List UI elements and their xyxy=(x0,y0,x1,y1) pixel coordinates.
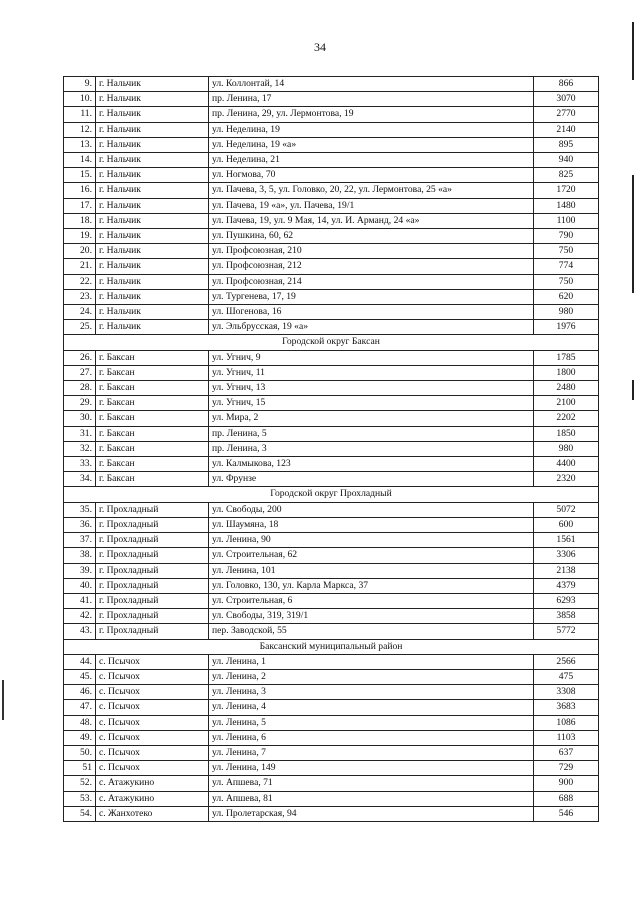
settlement-cell: с. Псычох xyxy=(96,654,209,669)
settlement-cell: г. Нальчик xyxy=(96,259,209,274)
address-cell: ул. Головко, 130, ул. Карла Маркса, 37 xyxy=(209,578,534,593)
table-row xyxy=(64,350,599,365)
table-row xyxy=(64,533,599,548)
value-cell: 866 xyxy=(534,77,599,92)
settlement-cell: г. Нальчик xyxy=(96,168,209,183)
table-row xyxy=(64,381,599,396)
value-cell: 2100 xyxy=(534,396,599,411)
value-cell: 729 xyxy=(534,761,599,776)
address-cell: ул. Угнич, 13 xyxy=(209,381,534,396)
row-number: 38. xyxy=(64,548,96,563)
settlement-cell: г. Прохладный xyxy=(96,578,209,593)
settlement-cell: г. Баксан xyxy=(96,381,209,396)
table-row xyxy=(64,183,599,198)
settlement-cell: г. Прохладный xyxy=(96,533,209,548)
settlement-cell: с. Атажукино xyxy=(96,791,209,806)
settlement-cell: г. Баксан xyxy=(96,426,209,441)
address-cell: пр. Ленина, 29, ул. Лермонтова, 19 xyxy=(209,107,534,122)
row-number: 43. xyxy=(64,624,96,639)
row-number: 47. xyxy=(64,700,96,715)
row-number: 9. xyxy=(64,77,96,92)
table-row xyxy=(64,441,599,456)
address-cell: ул. Свободы, 200 xyxy=(209,502,534,517)
table-row xyxy=(64,517,599,532)
settlement-cell: г. Прохладный xyxy=(96,593,209,608)
settlement-cell: г. Баксан xyxy=(96,472,209,487)
value-cell: 4400 xyxy=(534,457,599,472)
address-cell: ул. Угнич, 9 xyxy=(209,350,534,365)
row-number: 15. xyxy=(64,168,96,183)
settlement-cell: г. Нальчик xyxy=(96,229,209,244)
value-cell: 475 xyxy=(534,669,599,684)
value-cell: 825 xyxy=(534,168,599,183)
settlement-cell: г. Нальчик xyxy=(96,107,209,122)
address-cell: ул. Эльбрусская, 19 «а» xyxy=(209,320,534,335)
address-cell: ул. Ногмова, 70 xyxy=(209,168,534,183)
value-cell: 2770 xyxy=(534,107,599,122)
address-cell: ул. Ленина, 3 xyxy=(209,685,534,700)
row-number: 34. xyxy=(64,472,96,487)
settlement-cell: г. Баксан xyxy=(96,441,209,456)
table-row xyxy=(64,77,599,92)
address-cell: ул. Строительная, 6 xyxy=(209,593,534,608)
row-number: 33. xyxy=(64,457,96,472)
section-title: Городской округ Баксан xyxy=(64,335,599,350)
section-title: Баксанский муниципальный район xyxy=(64,639,599,654)
value-cell: 1720 xyxy=(534,183,599,198)
row-number: 24. xyxy=(64,305,96,320)
section-title: Городской округ Прохладный xyxy=(64,487,599,502)
address-cell: ул. Апшева, 71 xyxy=(209,776,534,791)
value-cell: 1800 xyxy=(534,365,599,380)
settlement-cell: г. Нальчик xyxy=(96,244,209,259)
settlement-cell: г. Нальчик xyxy=(96,305,209,320)
table-row xyxy=(64,107,599,122)
scan-edge-mark-lower xyxy=(632,380,634,400)
row-number: 23. xyxy=(64,289,96,304)
settlement-cell: с. Псычох xyxy=(96,700,209,715)
table-row xyxy=(64,259,599,274)
row-number: 45. xyxy=(64,669,96,684)
table-row xyxy=(64,411,599,426)
table-row xyxy=(64,609,599,624)
address-cell: пр. Ленина, 3 xyxy=(209,441,534,456)
row-number: 50. xyxy=(64,745,96,760)
section-header-row xyxy=(64,639,599,654)
row-number: 41. xyxy=(64,593,96,608)
value-cell: 3858 xyxy=(534,609,599,624)
settlement-cell: г. Баксан xyxy=(96,350,209,365)
address-cell: пр. Ленина, 5 xyxy=(209,426,534,441)
scan-edge-mark-top xyxy=(632,22,634,80)
row-number: 37. xyxy=(64,533,96,548)
table-row xyxy=(64,578,599,593)
row-number: 31. xyxy=(64,426,96,441)
table-row xyxy=(64,761,599,776)
settlement-cell: с. Псычох xyxy=(96,715,209,730)
row-number: 13. xyxy=(64,137,96,152)
address-cell: ул. Фрунзе xyxy=(209,472,534,487)
address-cell: ул. Тургенева, 17, 19 xyxy=(209,289,534,304)
value-cell: 3306 xyxy=(534,548,599,563)
address-cell: ул. Пачева, 19, ул. 9 Мая, 14, ул. И. Арманд, 24 «а» xyxy=(209,213,534,228)
registry-table-body xyxy=(64,77,599,822)
row-number: 18. xyxy=(64,213,96,228)
row-number: 27. xyxy=(64,365,96,380)
value-cell: 2480 xyxy=(534,381,599,396)
address-cell: ул. Ленина, 2 xyxy=(209,669,534,684)
value-cell: 1086 xyxy=(534,715,599,730)
settlement-cell: г. Прохладный xyxy=(96,563,209,578)
address-cell: ул. Калмыкова, 123 xyxy=(209,457,534,472)
row-number: 49. xyxy=(64,730,96,745)
settlement-cell: г. Нальчик xyxy=(96,137,209,152)
address-cell: ул. Пачева, 19 «а», ул. Пачева, 19/1 xyxy=(209,198,534,213)
table-row xyxy=(64,654,599,669)
table-row xyxy=(64,320,599,335)
table-row xyxy=(64,700,599,715)
address-cell: пер. Заводской, 55 xyxy=(209,624,534,639)
table-row xyxy=(64,685,599,700)
row-number: 53. xyxy=(64,791,96,806)
row-number: 54. xyxy=(64,806,96,821)
address-cell: ул. Неделина, 21 xyxy=(209,153,534,168)
settlement-cell: г. Нальчик xyxy=(96,153,209,168)
address-cell: ул. Шогенова, 16 xyxy=(209,305,534,320)
settlement-cell: с. Псычох xyxy=(96,730,209,745)
table-row xyxy=(64,791,599,806)
value-cell: 1561 xyxy=(534,533,599,548)
table-row xyxy=(64,715,599,730)
address-cell: ул. Угнич, 15 xyxy=(209,396,534,411)
row-number: 48. xyxy=(64,715,96,730)
scan-edge-mark-middle xyxy=(632,175,634,293)
address-cell: ул. Ленина, 90 xyxy=(209,533,534,548)
address-cell: ул. Ленина, 101 xyxy=(209,563,534,578)
table-row xyxy=(64,274,599,289)
row-number: 16. xyxy=(64,183,96,198)
address-cell: ул. Апшева, 81 xyxy=(209,791,534,806)
value-cell: 5072 xyxy=(534,502,599,517)
value-cell: 1850 xyxy=(534,426,599,441)
address-cell: ул. Ленина, 5 xyxy=(209,715,534,730)
table-row xyxy=(64,730,599,745)
settlement-cell: г. Прохладный xyxy=(96,502,209,517)
value-cell: 940 xyxy=(534,153,599,168)
table-row xyxy=(64,92,599,107)
value-cell: 2320 xyxy=(534,472,599,487)
row-number: 40. xyxy=(64,578,96,593)
table-row xyxy=(64,229,599,244)
table-row xyxy=(64,122,599,137)
address-cell: ул. Ленина, 4 xyxy=(209,700,534,715)
table-row xyxy=(64,502,599,517)
address-cell: ул. Неделина, 19 «а» xyxy=(209,137,534,152)
settlement-cell: г. Нальчик xyxy=(96,289,209,304)
section-header-row xyxy=(64,487,599,502)
value-cell: 2138 xyxy=(534,563,599,578)
value-cell: 895 xyxy=(534,137,599,152)
row-number: 46. xyxy=(64,685,96,700)
value-cell: 688 xyxy=(534,791,599,806)
row-number: 17. xyxy=(64,198,96,213)
settlement-cell: г. Нальчик xyxy=(96,122,209,137)
settlement-cell: г. Нальчик xyxy=(96,274,209,289)
row-number: 29. xyxy=(64,396,96,411)
settlement-cell: с. Псычох xyxy=(96,745,209,760)
value-cell: 6293 xyxy=(534,593,599,608)
settlement-cell: г. Нальчик xyxy=(96,77,209,92)
value-cell: 750 xyxy=(534,274,599,289)
table-row xyxy=(64,305,599,320)
row-number: 10. xyxy=(64,92,96,107)
table-row xyxy=(64,624,599,639)
address-cell: ул. Строительная, 62 xyxy=(209,548,534,563)
address-cell: пр. Ленина, 17 xyxy=(209,92,534,107)
value-cell: 620 xyxy=(534,289,599,304)
value-cell: 790 xyxy=(534,229,599,244)
table-row xyxy=(64,548,599,563)
row-number: 12. xyxy=(64,122,96,137)
value-cell: 546 xyxy=(534,806,599,821)
settlement-cell: г. Прохладный xyxy=(96,548,209,563)
page-number: 34 xyxy=(314,40,326,54)
settlement-cell: с. Псычох xyxy=(96,761,209,776)
row-number: 30. xyxy=(64,411,96,426)
table-row xyxy=(64,593,599,608)
value-cell: 2140 xyxy=(534,122,599,137)
address-cell: ул. Мира, 2 xyxy=(209,411,534,426)
settlement-cell: г. Баксан xyxy=(96,365,209,380)
address-cell: ул. Неделина, 19 xyxy=(209,122,534,137)
value-cell: 774 xyxy=(534,259,599,274)
value-cell: 1976 xyxy=(534,320,599,335)
address-cell: ул. Ленина, 7 xyxy=(209,745,534,760)
settlement-cell: с. Псычох xyxy=(96,685,209,700)
table-row xyxy=(64,806,599,821)
value-cell: 2566 xyxy=(534,654,599,669)
row-number: 28. xyxy=(64,381,96,396)
value-cell: 1100 xyxy=(534,213,599,228)
settlement-cell: г. Прохладный xyxy=(96,609,209,624)
registry-table xyxy=(63,76,599,822)
settlement-cell: с. Атажукино xyxy=(96,776,209,791)
table-row xyxy=(64,426,599,441)
address-cell: ул. Свободы, 319, 319/1 xyxy=(209,609,534,624)
settlement-cell: г. Нальчик xyxy=(96,92,209,107)
value-cell: 980 xyxy=(534,305,599,320)
value-cell: 3070 xyxy=(534,92,599,107)
settlement-cell: г. Прохладный xyxy=(96,624,209,639)
row-number: 52. xyxy=(64,776,96,791)
value-cell: 1785 xyxy=(534,350,599,365)
row-number: 32. xyxy=(64,441,96,456)
value-cell: 900 xyxy=(534,776,599,791)
row-number: 35. xyxy=(64,502,96,517)
address-cell: ул. Профсоюзная, 210 xyxy=(209,244,534,259)
settlement-cell: г. Баксан xyxy=(96,457,209,472)
row-number: 20. xyxy=(64,244,96,259)
address-cell: ул. Пролетарская, 94 xyxy=(209,806,534,821)
value-cell: 3308 xyxy=(534,685,599,700)
table-row xyxy=(64,168,599,183)
table-row xyxy=(64,137,599,152)
value-cell: 4379 xyxy=(534,578,599,593)
table-row xyxy=(64,365,599,380)
row-number: 25. xyxy=(64,320,96,335)
address-cell: ул. Профсоюзная, 212 xyxy=(209,259,534,274)
settlement-cell: г. Баксан xyxy=(96,396,209,411)
address-cell: ул. Пушкина, 60, 62 xyxy=(209,229,534,244)
row-number: 19. xyxy=(64,229,96,244)
value-cell: 600 xyxy=(534,517,599,532)
settlement-cell: г. Нальчик xyxy=(96,198,209,213)
settlement-cell: с. Псычох xyxy=(96,669,209,684)
table-row xyxy=(64,396,599,411)
row-number: 11. xyxy=(64,107,96,122)
table-row xyxy=(64,153,599,168)
address-cell: ул. Ленина, 149 xyxy=(209,761,534,776)
settlement-cell: г. Нальчик xyxy=(96,213,209,228)
address-cell: ул. Шаумяна, 18 xyxy=(209,517,534,532)
table-row xyxy=(64,563,599,578)
settlement-cell: с. Жанхотеко xyxy=(96,806,209,821)
table-row xyxy=(64,244,599,259)
address-cell: ул. Ленина, 6 xyxy=(209,730,534,745)
value-cell: 750 xyxy=(534,244,599,259)
table-row xyxy=(64,745,599,760)
value-cell: 980 xyxy=(534,441,599,456)
scan-edge-mark-left xyxy=(2,680,4,720)
value-cell: 2202 xyxy=(534,411,599,426)
table-row xyxy=(64,213,599,228)
row-number: 36. xyxy=(64,517,96,532)
row-number: 26. xyxy=(64,350,96,365)
table-row xyxy=(64,198,599,213)
row-number: 51 xyxy=(64,761,96,776)
section-header-row xyxy=(64,335,599,350)
value-cell: 3683 xyxy=(534,700,599,715)
address-cell: ул. Профсоюзная, 214 xyxy=(209,274,534,289)
settlement-cell: г. Нальчик xyxy=(96,320,209,335)
value-cell: 637 xyxy=(534,745,599,760)
settlement-cell: г. Прохладный xyxy=(96,517,209,532)
row-number: 22. xyxy=(64,274,96,289)
address-cell: ул. Пачева, 3, 5, ул. Головко, 20, 22, ул. Лермонтова, 25 «а» xyxy=(209,183,534,198)
table-row xyxy=(64,669,599,684)
address-cell: ул. Коллонтай, 14 xyxy=(209,77,534,92)
row-number: 14. xyxy=(64,153,96,168)
value-cell: 1480 xyxy=(534,198,599,213)
settlement-cell: г. Нальчик xyxy=(96,183,209,198)
table-row xyxy=(64,289,599,304)
row-number: 42. xyxy=(64,609,96,624)
row-number: 44. xyxy=(64,654,96,669)
value-cell: 5772 xyxy=(534,624,599,639)
row-number: 21. xyxy=(64,259,96,274)
table-row xyxy=(64,457,599,472)
value-cell: 1103 xyxy=(534,730,599,745)
address-cell: ул. Угнич, 11 xyxy=(209,365,534,380)
table-row xyxy=(64,472,599,487)
row-number: 39. xyxy=(64,563,96,578)
address-cell: ул. Ленина, 1 xyxy=(209,654,534,669)
settlement-cell: г. Баксан xyxy=(96,411,209,426)
table-row xyxy=(64,776,599,791)
